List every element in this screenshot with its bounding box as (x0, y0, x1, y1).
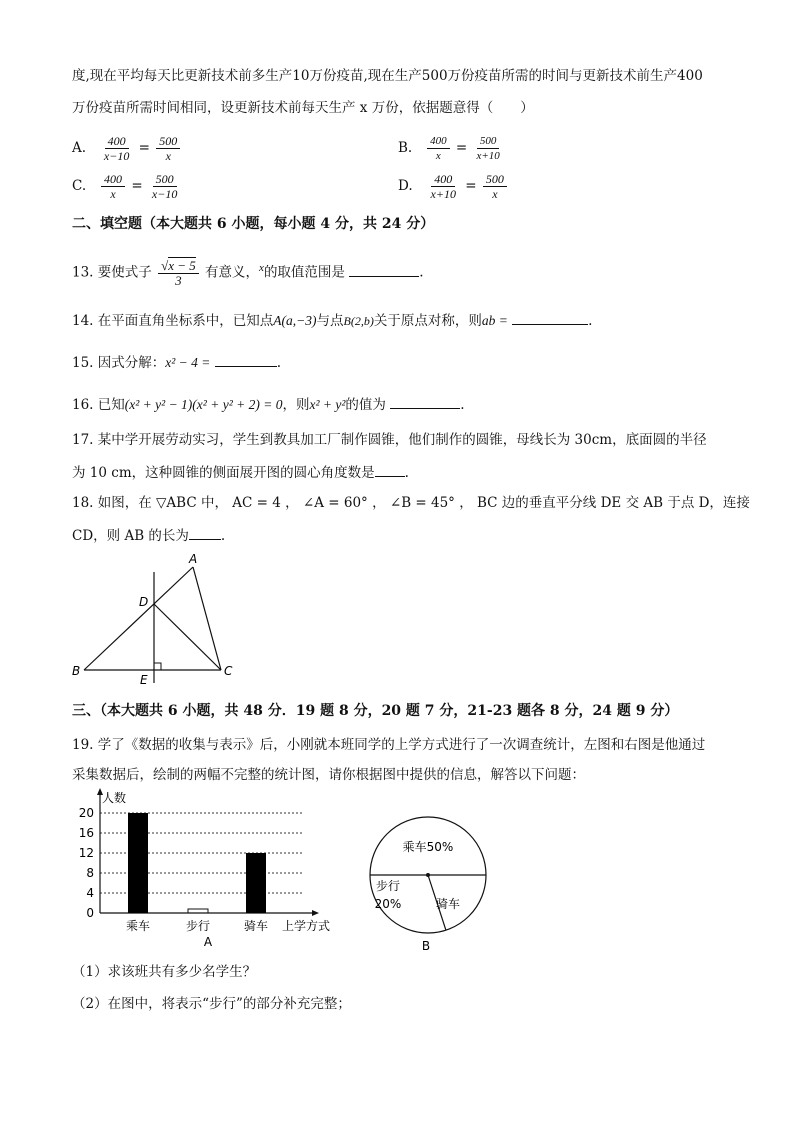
question-19-sub-2: （2）在图中，将表示“步行”的部分补充完整； (72, 996, 351, 1012)
slice-label: 步行 (375, 879, 401, 893)
pie-center (426, 873, 430, 877)
intro-line-1: 度,现在平均每天比更新技术前多生产10万份疫苗,现在生产500万份疫苗所需的时间与更新技术前生产400 (72, 68, 703, 84)
section-2-heading: 二、填空题（本大题共 6 小题，每小题 4 分，共 24 分） (72, 216, 435, 232)
category-label: 乘车 (125, 919, 151, 933)
option-a: A. $\frac{400}{x-10}$ = $\frac{500}{x}$ (72, 134, 182, 163)
question-15: 15. 因式分解：x² − 4 = . (72, 352, 281, 373)
answer-blank-17[interactable] (375, 462, 405, 477)
question-18-line-1: 18. 如图，在 ▽ABC 中， AC = 4 ， ∠A = 60° ， ∠B = 45° ， BC 边的垂直平分线 DE 交 AB 于点 D，连接 (72, 495, 750, 511)
side-ac (193, 567, 221, 670)
y-tick-label: 12 (78, 846, 94, 860)
option-d: D. $\frac{400}{x+10}$ = $\frac{500}{x}$ (398, 172, 509, 201)
point-label-c: C (224, 664, 233, 678)
answer-blank-15[interactable] (215, 352, 277, 367)
bar (246, 853, 266, 913)
answer-blank-16[interactable] (390, 394, 460, 409)
bar (128, 813, 148, 913)
y-axis-label: 人数 (102, 791, 127, 805)
point-label-d: D (139, 595, 149, 609)
question-19-sub-1: （1）求该班共有多少名学生？ (72, 964, 257, 980)
question-17-line-2: 为 10 cm，这种圆锥的侧面展开图的圆心角度数是 . (72, 462, 409, 483)
pie-chart-b (360, 800, 500, 960)
question-16: 16. 已知(x² + y² − 1)(x² + y² + 2) = 0，则x² + y²的值为 . (72, 394, 465, 415)
category-label: 步行 (185, 919, 211, 933)
answer-blank-14[interactable] (512, 310, 588, 325)
chart-caption: B (421, 939, 431, 953)
y-tick-label: 20 (78, 806, 94, 820)
intro-line-2: 万份疫苗所需时间相同，设更新技术前每天生产 x 万份，依据题意得（ ） (72, 100, 534, 116)
answer-blank-18[interactable] (189, 525, 221, 540)
y-tick-label: 16 (78, 826, 94, 840)
point-label-a: A (189, 552, 198, 566)
x-axis-arrow-icon (312, 910, 319, 916)
triangle-figure (60, 550, 260, 690)
side-ab (84, 567, 193, 670)
y-tick-label: 4 (86, 886, 94, 900)
slice-label: 乘车50% (402, 840, 454, 854)
answer-blank-13[interactable] (349, 262, 419, 277)
bar-chart-a (70, 785, 350, 960)
question-19-line-2: 采集数据后，绘制的两幅不完整的统计图，请你根据图中提供的信息，解答以下问题： (72, 767, 585, 783)
option-c: C. $\frac{400}{x}$ = $\frac{500}{x-10}$ (72, 172, 178, 201)
x-axis-label: 上学方式 (282, 919, 331, 933)
right-angle-mark (154, 663, 161, 670)
y-tick-label: 8 (86, 866, 94, 880)
segment-cd (154, 604, 221, 670)
y-tick-label: 0 (86, 906, 94, 920)
slice-label: 骑车 (435, 897, 461, 911)
option-b: B. $\frac{400}{x}$ = $\frac{500}{x+10}$ (398, 135, 500, 162)
question-14: 14. 在平面直角坐标系中，已知点A(a,−3)与点B(2,b)关于原点对称，则ab = . (72, 310, 592, 331)
question-17-line-1: 17. 某中学开展劳动实习，学生到教具加工厂制作圆锥，他们制作的圆锥，母线长为 30cm，底面圆的半径 (72, 432, 707, 448)
slice-value-label: 20% (374, 897, 402, 911)
chart-caption: A (203, 935, 213, 949)
point-label-b: B (72, 664, 81, 678)
question-18-line-2: CD，则 AB 的长为 . (72, 525, 225, 546)
point-label-e: E (140, 673, 148, 687)
question-13: 13. 要使式子 $\frac{√x - 5}{3}$ 有意义，$^x$的取值范围是 . (72, 257, 424, 288)
category-label: 骑车 (243, 919, 269, 933)
section-3-heading: 三、（本大题共 6 小题，共 48 分．19 题 8 分，20 题 7 分，21-23 题各 8 分，24 题 9 分） (72, 703, 679, 719)
question-19-line-1: 19. 学了《数据的收集与表示》后，小刚就本班同学的上学方式进行了一次调查统计，左图和右图是他通过 (72, 737, 706, 753)
